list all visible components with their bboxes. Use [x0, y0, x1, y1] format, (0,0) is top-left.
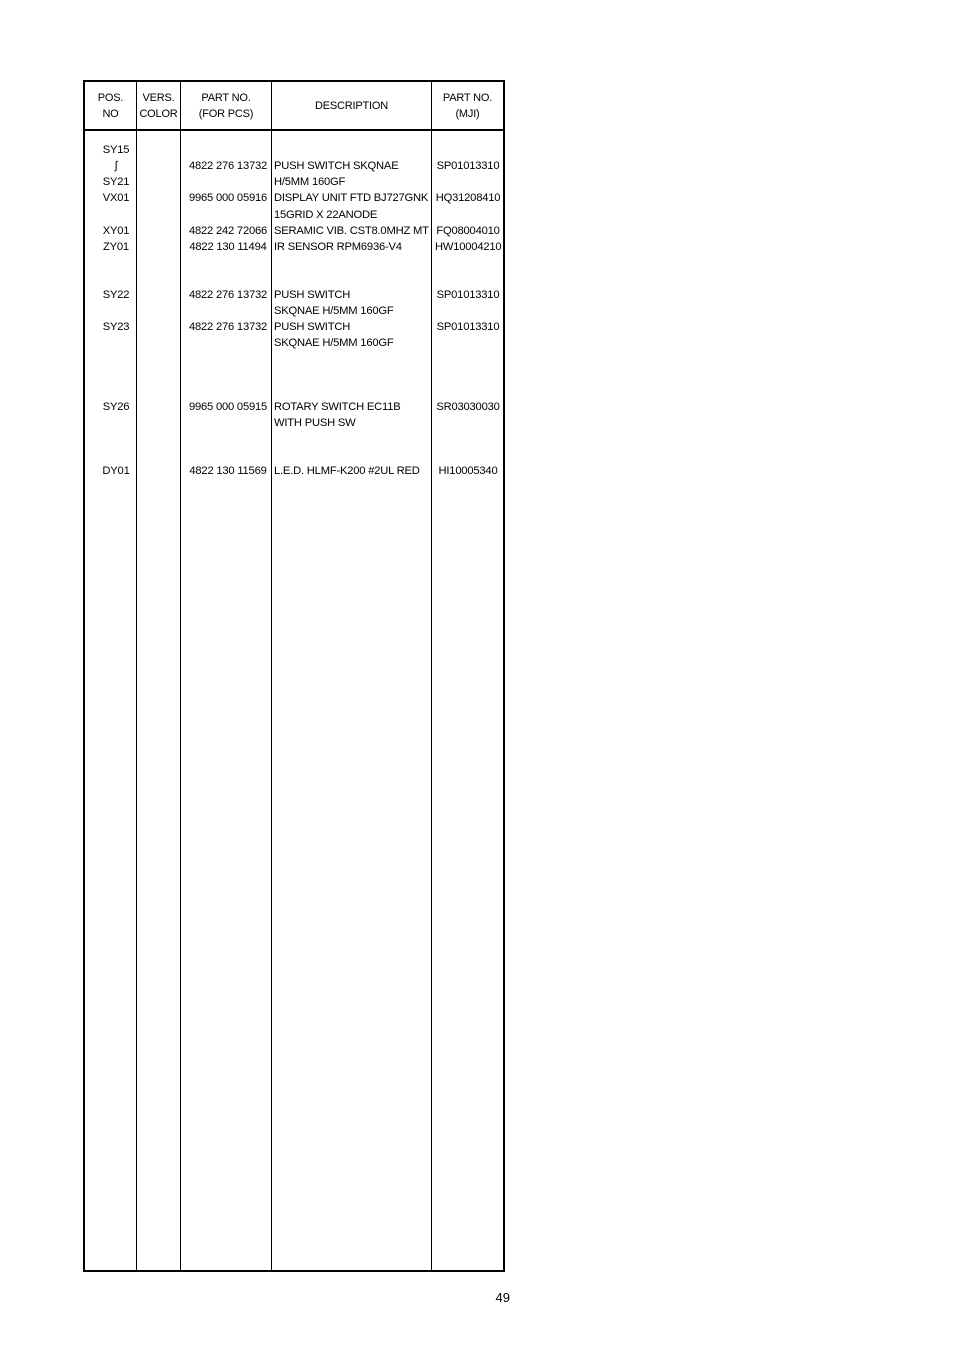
header-part-no-pcs [181, 82, 271, 129]
column-divider [271, 82, 272, 1270]
cell-description: 15GRID X 22ANODE [274, 209, 378, 221]
parts-table [83, 80, 505, 1272]
page-number: 49 [495, 1290, 510, 1305]
cell-description: ROTARY SWITCH EC11B [274, 401, 401, 413]
column-divider [180, 82, 181, 1270]
cell-description: SKQNAE H/5MM 160GF [274, 337, 394, 349]
header-part-no-mji [432, 82, 503, 129]
cell-description: DISPLAY UNIT FTD BJ727GNK [274, 192, 429, 204]
cell-pos: ∫ [114, 160, 118, 172]
header-vers-line2: COLOR [139, 107, 178, 120]
cell-description: SKQNAE H/5MM 160GF [274, 305, 394, 317]
cell-pos: SY22 [102, 289, 130, 301]
cell-description: H/5MM 160GF [274, 176, 346, 188]
header-divider [85, 129, 503, 131]
cell-part-mji: HQ31208410 [435, 192, 501, 204]
header-pos-line1: POS. [97, 91, 124, 104]
cell-description: PUSH SWITCH SKQNAE [274, 160, 399, 172]
cell-part-pcs: 4822 276 13732 [188, 321, 268, 333]
cell-description: IR SENSOR RPM6936-V4 [274, 241, 402, 253]
cell-description: L.E.D. HLMF-K200 #2UL RED [274, 465, 420, 477]
cell-part-pcs: 9965 000 05916 [188, 192, 268, 204]
cell-pos: SY26 [102, 401, 130, 413]
header-pos-no [85, 82, 136, 129]
header-desc-label: DESCRIPTION [315, 99, 388, 112]
cell-part-pcs: 4822 130 11494 [189, 241, 267, 253]
cell-pos: ZY01 [103, 241, 129, 253]
header-description [272, 82, 431, 129]
cell-part-pcs: 4822 242 72066 [188, 225, 268, 237]
cell-part-mji: SP01013310 [436, 160, 500, 172]
cell-pos: SY15 [102, 144, 130, 156]
header-vers-line1: VERS. [142, 91, 175, 104]
cell-part-mji: HI10005340 [438, 465, 498, 477]
cell-part-mji: SR03030030 [436, 401, 500, 413]
cell-part-mji: SP01013310 [436, 321, 500, 333]
column-divider [136, 82, 137, 1270]
cell-part-mji: FQ08004010 [436, 225, 500, 237]
cell-description: PUSH SWITCH [274, 289, 351, 301]
header-pcs-line2: (FOR PCS) [198, 107, 254, 120]
cell-pos: XY01 [102, 225, 130, 237]
header-mji-line2: (MJI) [455, 107, 480, 120]
cell-part-pcs: 4822 276 13732 [188, 289, 268, 301]
header-pcs-line1: PART NO. [201, 91, 251, 104]
cell-description: WITH PUSH SW [274, 417, 356, 429]
cell-part-mji: HW10004210 [435, 241, 502, 253]
header-mji-line1: PART NO. [442, 91, 493, 104]
cell-pos: SY23 [102, 321, 130, 333]
cell-part-pcs: 9965 000 05915 [188, 401, 268, 413]
header-vers-color [137, 82, 180, 129]
cell-pos: DY01 [102, 465, 130, 477]
header-pos-line2: NO [102, 107, 119, 120]
cell-pos: SY21 [102, 176, 130, 188]
cell-pos: VX01 [102, 192, 130, 204]
cell-description: PUSH SWITCH [274, 321, 351, 333]
cell-description: SERAMIC VIB. CST8.0MHZ MT [274, 225, 429, 237]
cell-part-mji: SP01013310 [436, 289, 500, 301]
cell-part-pcs: 4822 276 13732 [188, 160, 268, 172]
cell-part-pcs: 4822 130 11569 [189, 465, 267, 477]
column-divider [431, 82, 432, 1270]
